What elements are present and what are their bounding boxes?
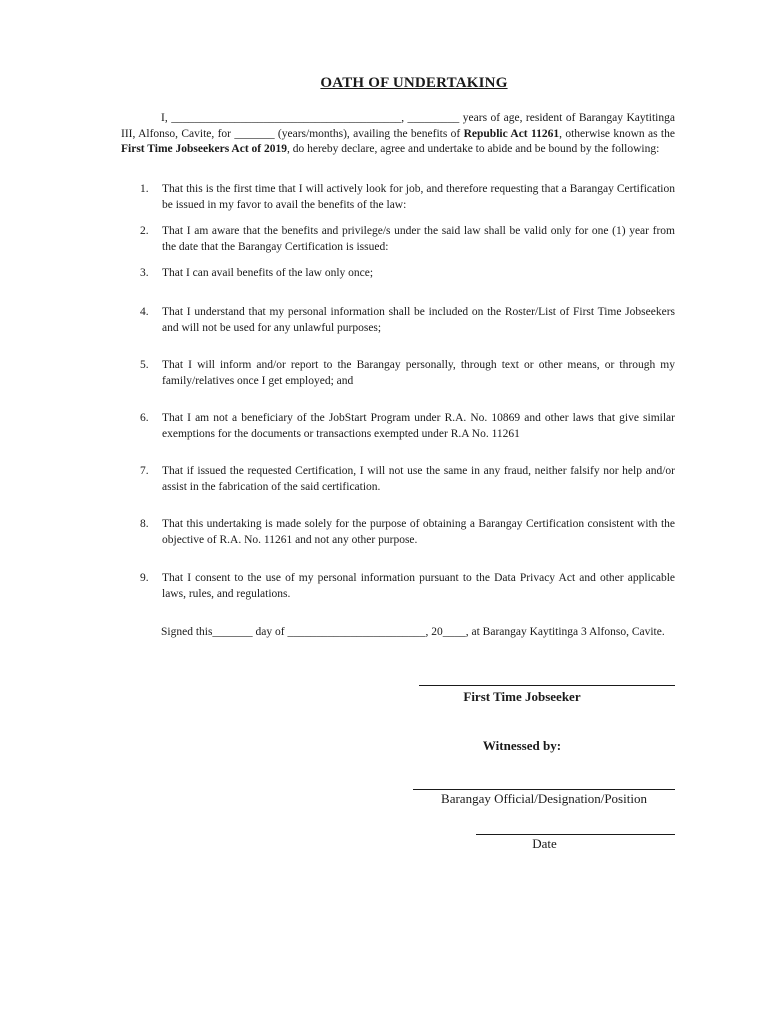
witnessed-label: Witnessed by: xyxy=(482,738,562,753)
item-text: That this is the first time that I will actively look for job, and therefore requesting that a Barangay Certification be issued in my favor to avail the benefits of the law: xyxy=(162,183,675,211)
item-number: 4. xyxy=(140,306,149,318)
intro-paragraph xyxy=(121,111,675,158)
item-text: That I consent to the use of my personal information pursuant to the Data Privacy Act and other applicable laws, rules, and regulations. xyxy=(162,572,675,600)
item-text: That I can avail benefits of the law only once; xyxy=(162,267,374,279)
list-item xyxy=(140,464,675,495)
date-line xyxy=(476,834,675,835)
list-item xyxy=(140,571,675,602)
intro-text-2: , otherwise known as the xyxy=(559,127,675,140)
item-number: 9. xyxy=(140,572,149,584)
item-number: 7. xyxy=(140,465,149,477)
item-number: 3. xyxy=(140,267,149,279)
official-label: Barangay Official/Designation/Position xyxy=(441,791,647,806)
item-text: That this undertaking is made solely for the purpose of obtaining a Barangay Certification consistent with the objective of R.A. No. 11261 and not any other purpose. xyxy=(162,518,675,546)
item-text: That I am aware that the benefits and privilege/s under the said law shall be valid only for one (1) year from the date that the Barangay Certification is issued: xyxy=(162,225,675,253)
signed-paragraph: Signed this_______ day of ________________________, 20____, at Barangay Kaytitinga 3 Alfonso, Cavite. xyxy=(161,626,665,638)
list-item xyxy=(140,266,675,282)
item-number: 6. xyxy=(140,412,149,424)
item-text: That if issued the requested Certification, I will not use the same in any fraud, neither falsify nor help and/or assist in the fabrication of the said certification. xyxy=(162,465,675,493)
official-signature-line xyxy=(413,789,675,790)
intro-act: First Time Jobseekers Act of 2019 xyxy=(121,143,287,155)
document-title: OATH OF UNDERTAKING xyxy=(320,75,508,91)
jobseeker-label: First Time Jobseeker xyxy=(463,689,581,704)
intro-text-1: I, ________________________________________, _________ years of age, resident of Barangay Kaytitinga III, Alfonso, Cavite, for _______ (years/months), availing the benefits of xyxy=(121,112,675,140)
list-item xyxy=(140,182,675,213)
list-item xyxy=(140,411,675,442)
item-number: 2. xyxy=(140,225,149,237)
item-number: 8. xyxy=(140,518,149,530)
item-number: 1. xyxy=(140,183,149,195)
item-number: 5. xyxy=(140,359,149,371)
item-text: That I understand that my personal information shall be included on the Roster/List of First Time Jobseekers and will not be used for any unlawful purposes; xyxy=(162,306,675,334)
intro-text-3: , do hereby declare, agree and undertake to abide and be bound by the following: xyxy=(286,143,660,155)
list-item xyxy=(140,305,675,336)
list-item xyxy=(140,358,675,389)
list-item xyxy=(140,224,675,255)
list-item xyxy=(140,517,675,548)
item-text: That I am not a beneficiary of the JobStart Program under R.A. No. 10869 and other laws that give similar exemptions for the documents or transactions exempted under R.A No. 11261 xyxy=(162,412,675,440)
date-label: Date xyxy=(532,836,557,851)
intro-law: Republic Act 11261 xyxy=(463,127,560,140)
item-text: That I will inform and/or report to the Barangay personally, through text or other means, or through my family/relatives once I get employed; and xyxy=(162,359,675,387)
jobseeker-signature-line xyxy=(419,685,675,686)
